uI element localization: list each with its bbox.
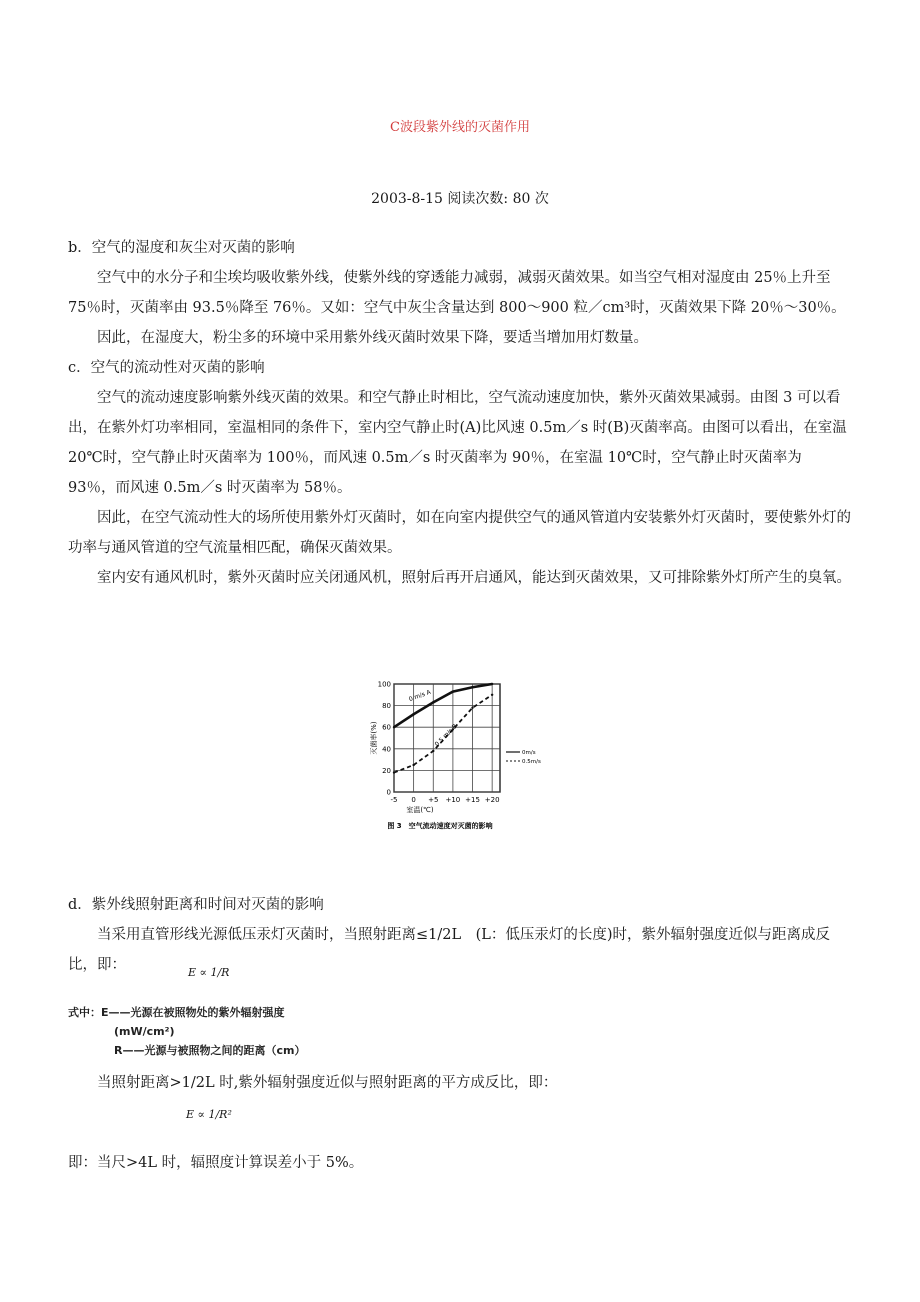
x-tick-label: +5 bbox=[428, 796, 439, 804]
legend-label-wind: 0.5m/s bbox=[522, 759, 541, 765]
y-tick-label: 100 bbox=[377, 680, 391, 689]
data-point bbox=[393, 726, 395, 728]
y-axis-title: 灭菌率(%) bbox=[370, 721, 378, 755]
data-point bbox=[393, 771, 395, 773]
x-tick-label: -5 bbox=[390, 796, 398, 804]
formula-legend bbox=[68, 1003, 388, 1060]
x-tick-label: +10 bbox=[445, 796, 461, 804]
data-point bbox=[432, 750, 434, 752]
section-d-para1: 当采用直管形线光源低压汞灯灭菌时，当照射距离≤1/2L (L：低压汞灯的长度)时，紫外辐射强度近似与距离成反比，即： bbox=[68, 927, 831, 973]
section-b-c-text bbox=[68, 233, 852, 593]
article-title: C波段紫外线的灭菌作用 bbox=[390, 120, 530, 135]
section-c-para1: 空气的流动速度影响紫外线灭菌的效果。和空气静止时相比，空气流动速度加快，紫外灭菌效果减弱。由图 3 可以看出，在紫外灯功率相同，室温相同的条件下，室内空气静止时(A)比风速 0.5m／s 时(B)灭菌率高。由图可以看出，在室温 20℃时，空气静止时灭菌率为 100％，而风速 0.5m／s 时灭菌率为 90％，在室温 10℃时，空气静止时灭菌率为 93％，而风速 0.5m／s 时灭菌率为 58％。 bbox=[68, 390, 847, 496]
data-point bbox=[412, 764, 414, 766]
data-point bbox=[471, 707, 473, 709]
section-b-para2: 因此，在湿度大，粉尘多的环境中采用紫外线灭菌时效果下降，要适当增加用灯数量。 bbox=[97, 330, 648, 346]
x-tick-label: +15 bbox=[465, 796, 480, 804]
series-label-still-air: 0 m/s A bbox=[407, 688, 432, 704]
section-d-heading: d．紫外线照射距离和时间对灭菌的影响 bbox=[68, 897, 324, 913]
x-axis-title: 室温(℃) bbox=[406, 806, 434, 814]
section-d-text-2 bbox=[68, 1068, 852, 1098]
section-b-para1: 空气中的水分子和尘埃均吸收紫外线，使紫外线的穿透能力减弱，减弱灭菌效果。如当空气相对湿度由 25％上升至 75％时，灭菌率由 93.5％降至 76％。又如：空气中灰尘含量达到 800～900 粒／cm³时，灭菌效果下降 20％～30％。 bbox=[68, 270, 846, 316]
legend-line-r: R——光源与被照物之间的距离（cm） bbox=[114, 1044, 306, 1057]
data-point bbox=[452, 690, 454, 692]
data-point bbox=[432, 701, 434, 703]
legend-label-still-air: 0m/s bbox=[522, 750, 536, 756]
x-tick-label: +20 bbox=[484, 796, 500, 804]
article-meta: 2003-8-15 阅读次数: 80 次 bbox=[371, 191, 549, 207]
data-point bbox=[471, 686, 473, 688]
data-point bbox=[491, 694, 493, 696]
section-d-text bbox=[68, 890, 852, 980]
x-tick-label: 0 bbox=[411, 796, 416, 804]
y-tick-label: 80 bbox=[382, 702, 391, 711]
y-tick-label: 0 bbox=[386, 788, 391, 797]
formula-inverse-square: E ∝ 1/R² bbox=[186, 1108, 232, 1121]
section-d-para3: 即：当尺>4L 时，辐照度计算误差小于 5%。 bbox=[68, 1155, 364, 1171]
legend-line-e: 式中：E——光源在被照物处的紫外辐射强度 bbox=[68, 1006, 285, 1019]
y-tick-label: 40 bbox=[382, 745, 391, 754]
section-c-para2: 因此，在空气流动性大的场所使用紫外灯灭菌时，如在向室内提供空气的通风管道内安装紫外灯灭菌时，要使紫外灯的功率与通风管道的空气流量相匹配，确保灭菌效果。 bbox=[68, 510, 851, 556]
section-b-heading: b．空气的湿度和灰尘对灭菌的影响 bbox=[68, 240, 295, 256]
data-point bbox=[412, 713, 414, 715]
y-tick-label: 20 bbox=[382, 766, 391, 775]
section-d-para2: 当照射距离>1/2L 时,紫外辐射强度近似与照射距离的平方成反比，即： bbox=[97, 1075, 558, 1091]
figure-3-chart bbox=[360, 672, 560, 832]
y-tick-label: 60 bbox=[382, 723, 391, 732]
section-c-heading: c．空气的流动性对灭菌的影响 bbox=[68, 360, 265, 376]
chart-svg bbox=[360, 672, 560, 832]
chart-caption: 图 3 空气流动速度对灭菌的影响 bbox=[387, 822, 493, 830]
legend-line-unit: (mW/cm²) bbox=[114, 1025, 175, 1038]
series-label-wind: 0.5 m/s B bbox=[433, 722, 459, 749]
section-c-para3: 室内安有通风机时，紫外灭菌时应关闭通风机，照射后再开启通风，能达到灭菌效果，又可排除紫外灯所产生的臭氧。 bbox=[97, 570, 851, 586]
data-point bbox=[491, 683, 493, 685]
formula-inverse: E ∝ 1/R bbox=[188, 966, 230, 979]
section-d-text-3 bbox=[68, 1148, 852, 1178]
